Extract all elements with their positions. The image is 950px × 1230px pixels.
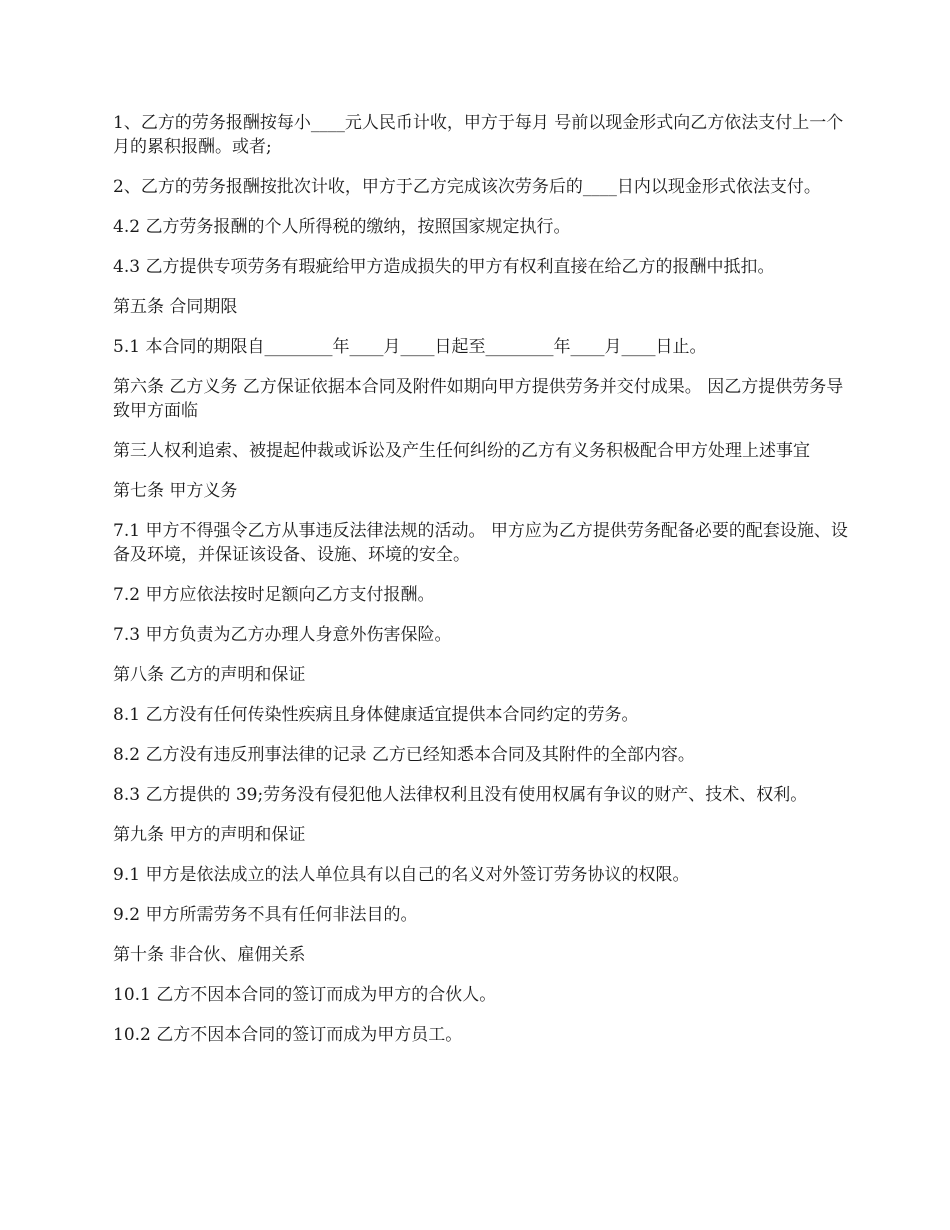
clause-paragraph-8-3: 8.3 乙方提供的 39;劳务没有侵犯他人法律权利且没有使用权属有争议的财产、技术、权利。: [113, 785, 808, 805]
document-body: [113, 111, 853, 1063]
section-heading-9: 第九条 甲方的声明和保证: [113, 825, 306, 845]
clause-paragraph-8-2: 8.2 乙方没有违反刑事法律的记录 乙方已经知悉本合同及其附件的全部内容。: [113, 745, 695, 765]
clause-paragraph-9-2: 9.2 甲方所需劳务不具有任何非法目的。: [113, 905, 418, 925]
clause-paragraph-5-1: 5.1 本合同的期限自________年____月____日起至________年____月____日止。: [113, 337, 707, 357]
section-heading-5: 第五条 合同期限: [113, 297, 238, 317]
section-heading-7: 第七条 甲方义务: [113, 481, 238, 501]
clause-paragraph-7-3: 7.3 甲方负责为乙方办理人身意外伤害保险。: [113, 625, 452, 645]
clause-paragraph-10-1: 10.1 乙方不因本合同的签订而成为甲方的合伙人。: [113, 985, 497, 1005]
clause-paragraph-1: 1、乙方的劳务报酬按每小____元人民币计收，甲方于每月 号前以现金形式向乙方依法支付上一个月的累积报酬。或者;: [113, 113, 844, 157]
clause-paragraph-7-1: 7.1 甲方不得强令乙方从事违反法律法规的活动。 甲方应为乙方提供劳务配备必要的配套设施、设备及环境，并保证该设备、设施、环境的安全。: [113, 521, 848, 565]
section-heading-10: 第十条 非合伙、雇佣关系: [113, 945, 306, 965]
clause-paragraph-2: 2、乙方的劳务报酬按批次计收，甲方于乙方完成该次劳务后的____日内以现金形式依法支付。: [113, 177, 821, 197]
section-heading-6: 第六条 乙方义务 乙方保证依据本合同及附件如期向甲方提供劳务并交付成果。 因乙方提供劳务导致甲方面临: [113, 377, 844, 421]
clause-paragraph-6-cont: 第三人权利追索、被提起仲裁或诉讼及产生任何纠纷的乙方有义务积极配合甲方处理上述事宜: [113, 441, 810, 461]
clause-paragraph-9-1: 9.1 甲方是依法成立的法人单位具有以自己的名义对外签订劳务协议的权限。: [113, 865, 690, 885]
clause-paragraph-4-3: 4.3 乙方提供专项劳务有瑕疵给甲方造成损失的甲方有权利直接在给乙方的报酬中抵扣。: [113, 257, 775, 277]
clause-paragraph-10-2: 10.2 乙方不因本合同的签订而成为甲方员工。: [113, 1025, 463, 1045]
clause-paragraph-7-2: 7.2 甲方应依法按时足额向乙方支付报酬。: [113, 585, 435, 605]
clause-paragraph-4-2: 4.2 乙方劳务报酬的个人所得税的缴纳，按照国家规定执行。: [113, 217, 571, 237]
section-heading-8: 第八条 乙方的声明和保证: [113, 665, 306, 685]
clause-paragraph-8-1: 8.1 乙方没有任何传染性疾病且身体健康适宜提供本合同约定的劳务。: [113, 705, 639, 725]
